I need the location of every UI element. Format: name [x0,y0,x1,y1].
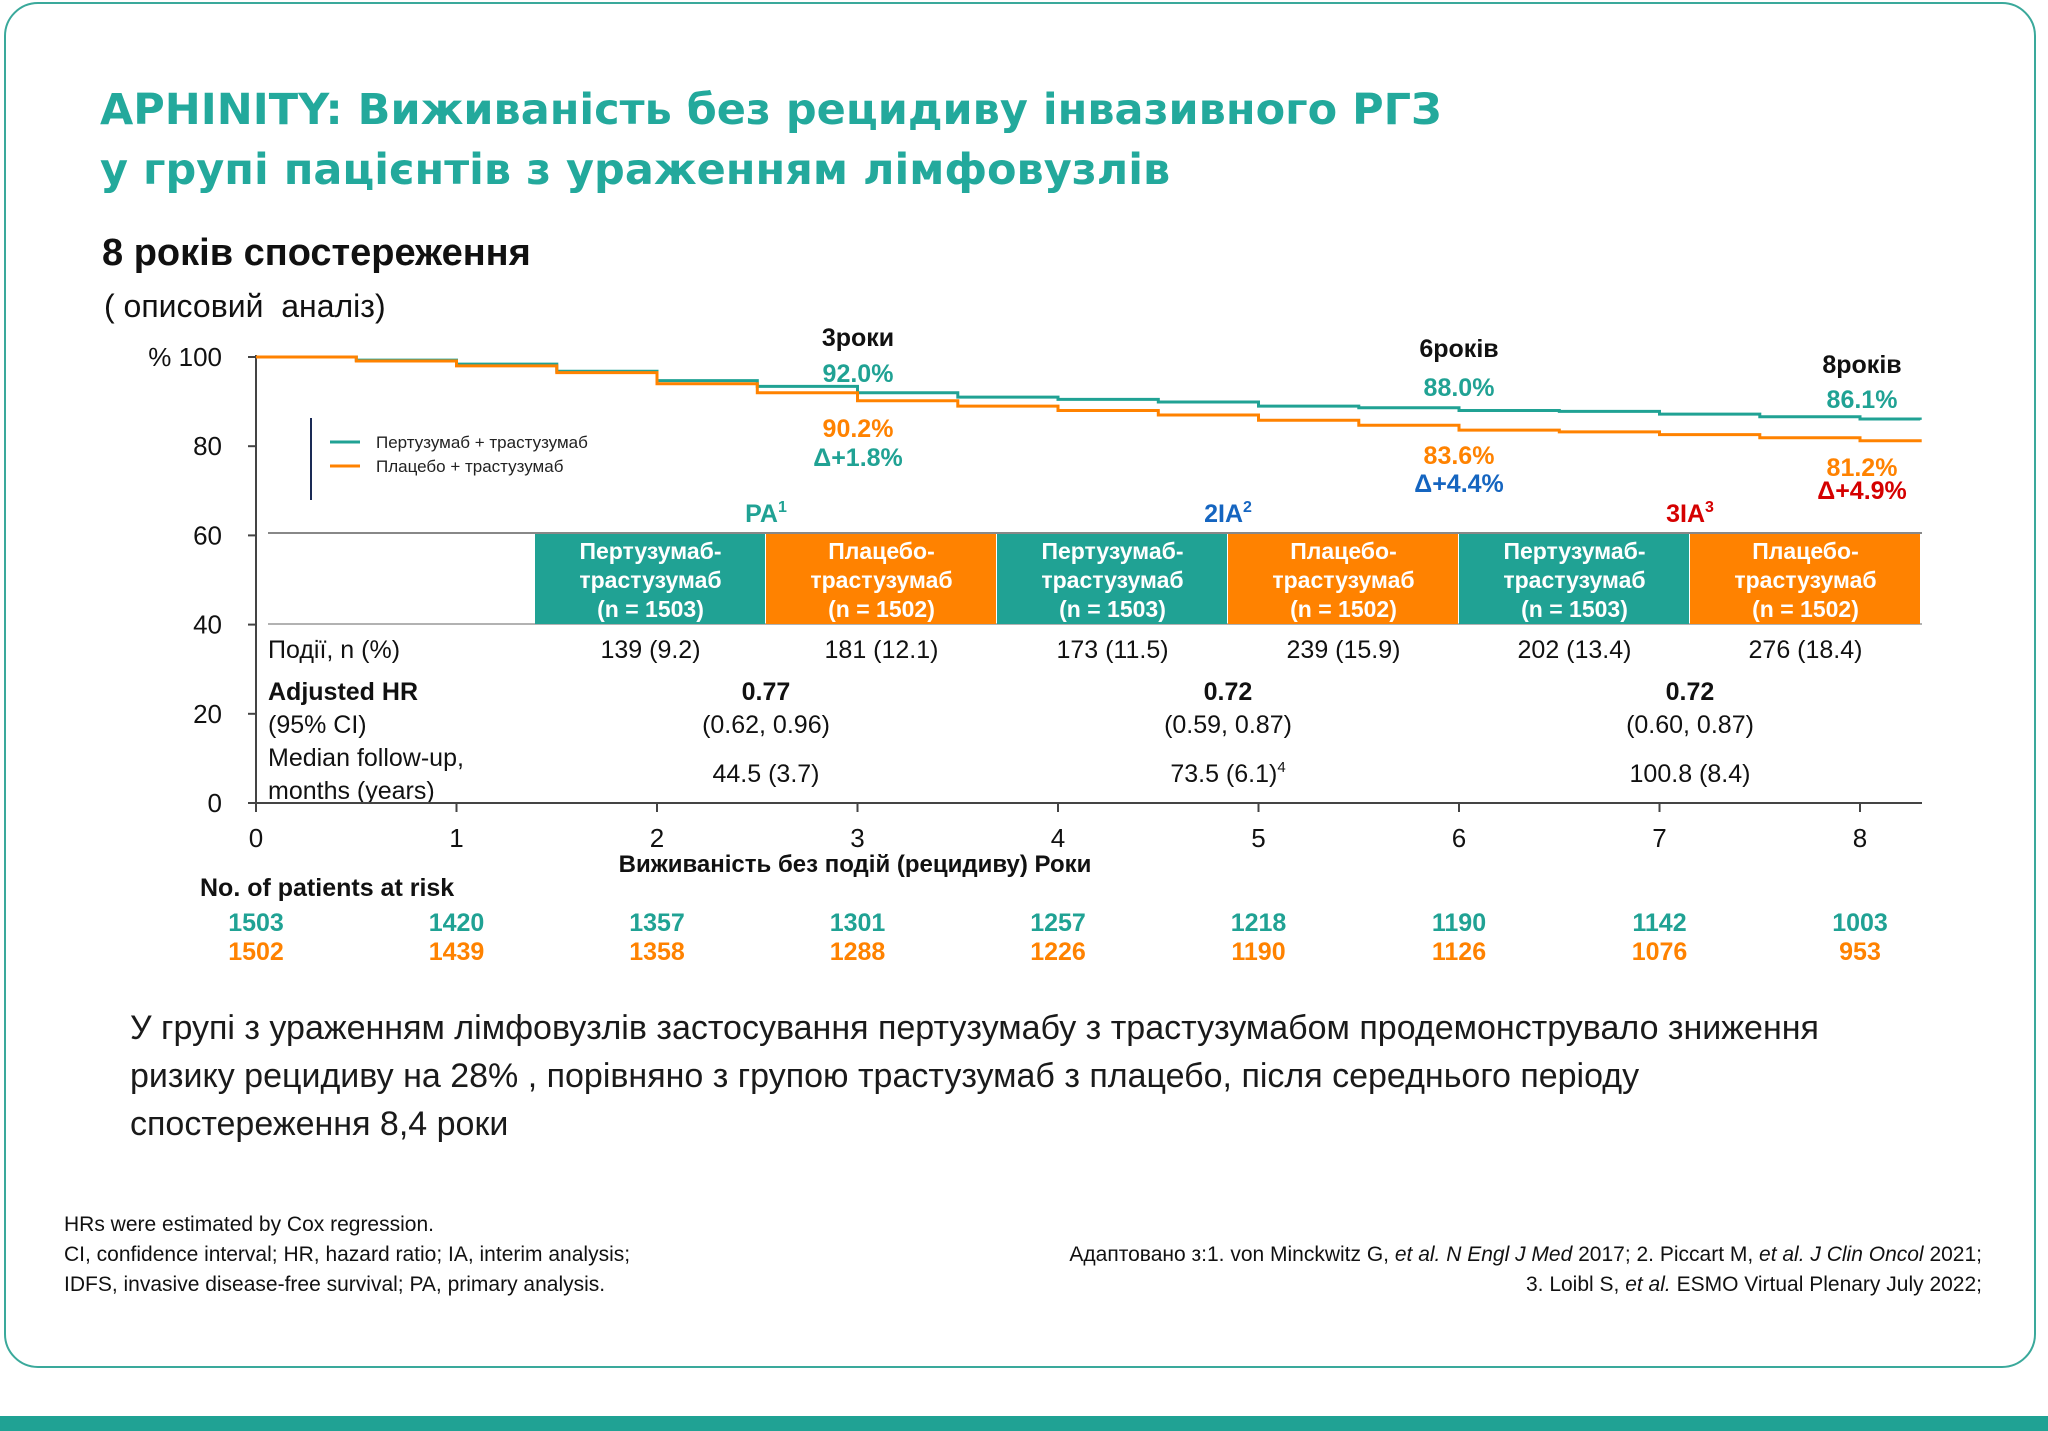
ref-journal: et al. N Engl J Med [1394,1243,1573,1266]
at-risk-pert: 1503 [228,909,284,937]
y-tick-label: % 100 [148,342,222,372]
arm-header-text: (n = 1503) [597,596,704,622]
ref-text: Адаптовано з:1. von Minckwitz G, [1069,1243,1395,1266]
at-risk-pert: 1257 [1030,909,1086,937]
arm-header-text: Плацебо- [1290,538,1397,564]
events-value: 276 (18.4) [1748,636,1863,664]
summary-line: спостереження 8,4 роки [130,1105,509,1143]
title-line-1: APHINITY: Виживаність без рецидиву інвазивного РГЗ [100,85,1442,135]
x-tick-label: 1 [449,823,464,853]
annotation-plac: 83.6% [1423,442,1495,470]
summary-text [130,1004,1960,1148]
y-tick-label: 60 [193,520,222,551]
x-tick-label: 8 [1852,823,1868,853]
x-tick-label: 7 [1652,823,1667,853]
arm-header-text: трастузумаб [1272,567,1415,593]
at-risk-plac: 1288 [829,938,886,966]
annotation-delta: Δ+4.4% [1414,470,1504,498]
ref-text: 3. Loibl S, [1525,1273,1626,1296]
at-risk-plac: 1502 [228,938,284,966]
events-value: 181 (12.1) [824,636,939,664]
at-risk-plac: 1358 [629,938,685,966]
arm-header-text: Пертузумаб- [1503,538,1646,564]
events-value: 139 (9.2) [600,636,701,664]
at-risk-pert: 1003 [1832,909,1888,937]
row-label-followup: months (years) [268,777,435,805]
annotation-plac: 90.2% [822,415,894,443]
at-risk-pert: 1142 [1632,909,1687,937]
events-value: 173 (11.5) [1056,636,1169,664]
annotation-period: 3роки [821,324,895,352]
reference-line-2 [1069,1270,1982,1300]
ref-journal: et al. J Clin Oncol [1759,1243,1924,1266]
arm-header-text: (n = 1503) [1521,596,1628,622]
footnotes [64,1210,630,1300]
y-tick-label: 0 [207,788,222,818]
followup-value: 44.5 (3.7) [712,760,820,788]
legend-label: Пертузумаб + трастузумаб [376,433,588,452]
events-value: 202 (13.4) [1517,636,1632,664]
ref-text: 2017; 2. Piccart M, [1572,1243,1760,1266]
footnote-line: IDFS, invasive disease-free survival; PA, primary analysis. [64,1273,606,1296]
x-tick-label: 4 [1050,823,1066,853]
followup-value: 73.5 $(6.1)^4$ [1170,759,1286,788]
at-risk-plac: 1190 [1231,938,1286,966]
ref-etal: et al. [1625,1273,1671,1296]
at-risk-plac: 1439 [428,938,485,966]
annotation-period: 8років [1822,351,1902,379]
arm-header-text: (n = 1502) [828,596,935,622]
at-risk-pert: 1357 [629,909,685,937]
x-axis-label: Виживаність без подій (рецидиву) Роки [618,851,1092,878]
hr-value: 0.72 [1203,678,1253,706]
at-risk-pert: 1301 [829,909,886,937]
events-value: 239 (15.9) [1286,636,1401,664]
arm-header-text: трастузумаб [1041,567,1184,593]
at-risk-plac: 1076 [1631,938,1688,966]
arm-header-text: трастузумаб [1503,567,1646,593]
analysis-note: ( описовий аналіз) [104,288,386,324]
x-tick-label: 2 [649,823,665,853]
reference-line-1 [1069,1240,1982,1270]
arm-header-text: трастузумаб [579,567,722,593]
y-tick-label: 80 [193,431,222,462]
legend-label: Плацебо + трастузумаб [376,457,564,476]
annotation-pert: 86.1% [1826,386,1898,414]
followup-value: 100.8 (8.4) [1629,760,1751,788]
bottom-band [0,1416,2048,1431]
x-tick-label: 0 [248,823,264,853]
annotation-pert: 92.0% [822,360,894,388]
ref-text: 2021; [1923,1243,1982,1266]
row-label-events: Події, n (%) [268,636,401,664]
hr-value: 0.72 [1665,678,1715,706]
footnote-line: CI, confidence interval; HR, hazard ratio; IA, interim analysis; [64,1243,631,1266]
ci-value: (0.59, 0.87) [1164,711,1292,739]
arm-header-text: трастузумаб [1734,567,1877,593]
x-tick-label: 6 [1451,823,1467,853]
arm-header-text: Пертузумаб- [579,538,722,564]
arm-header-text: (n = 1502) [1290,596,1397,622]
row-label-hr: Adjusted HR [268,678,418,706]
y-tick-label: 20 [193,698,222,729]
at-risk-pert: 1218 [1230,909,1287,937]
arm-header-text: Пертузумаб- [1041,538,1184,564]
x-tick-label: 3 [850,823,865,853]
arm-header-text: (n = 1502) [1752,596,1859,622]
annotation-period: 6років [1419,335,1499,363]
footnote-line: HRs were estimated by Cox regression. [64,1213,434,1236]
at-risk-plac: 1126 [1431,938,1487,966]
arm-header-text: (n = 1503) [1059,596,1166,622]
annotation-delta: Δ+4.9% [1817,477,1907,505]
annotation-delta: Δ+1.8% [813,444,903,472]
arm-header-text: трастузумаб [810,567,953,593]
analysis-label: $3IA^3$ [1666,499,1714,528]
analysis-label: $2IA^2$ [1204,499,1252,528]
annotation-pert: 88.0% [1423,374,1495,402]
annotation-plac: 81.2% [1826,454,1898,482]
ci-value: (0.60, 0.87) [1626,711,1754,739]
at-risk-pert: 1190 [1431,909,1487,937]
hr-value: 0.77 [741,678,791,706]
analysis-label: $PA^1$ [745,499,787,528]
at-risk-plac: 1226 [1030,938,1086,966]
y-tick-label: 40 [193,609,222,640]
row-label-ci: (95% CI) [268,711,367,739]
summary-line: У групі з ураженням лімфовузлів застосування пертузумабу з трастузумабом продемонструвало зниження [130,1009,1819,1047]
ref-text: ESMO Virtual Plenary July 2022; [1670,1273,1982,1296]
title-line-2: у групі пацієнтів з ураженням лімфовузлів [100,145,1171,195]
arm-header-text: Плацебо- [1752,538,1859,564]
at-risk-plac: 953 [1839,938,1881,966]
row-label-followup: Median follow-up, [268,744,464,772]
slide-subtitle: 8 років спостереження [102,232,531,274]
x-tick-label: 5 [1251,823,1266,853]
summary-line: ризику рецидиву на 28% , порівняно з групою трастузумаб з плацебо, після середнього періоду [130,1057,1640,1095]
ci-value: (0.62, 0.96) [702,711,830,739]
at-risk-pert: 1420 [428,909,485,937]
at-risk-title: No. of patients at risk [200,874,455,902]
arm-header-text: Плацебо- [828,538,935,564]
references [1069,1240,1982,1300]
